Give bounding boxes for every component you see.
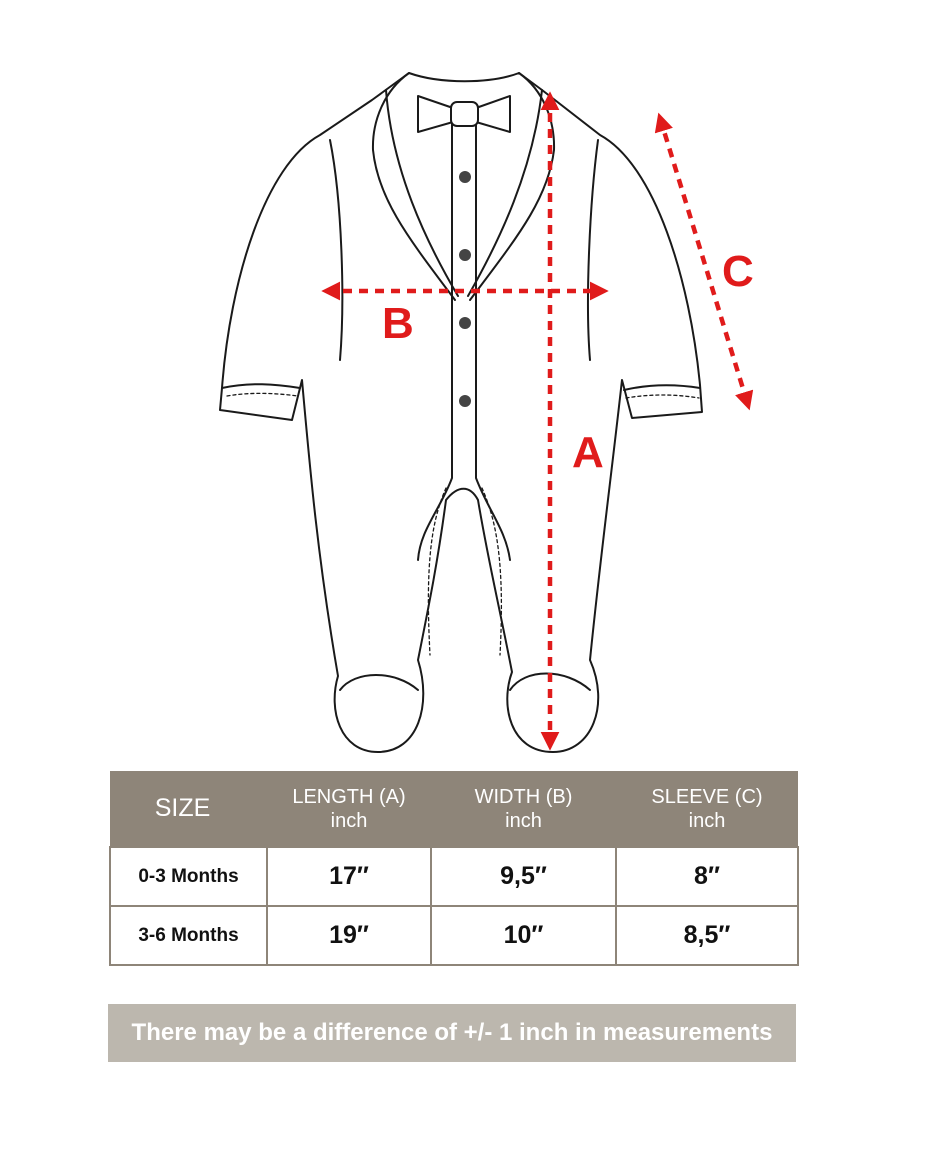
header-sleeve-unit: inch [688, 809, 726, 832]
header-width-unit: inch [505, 809, 542, 832]
header-sleeve-label: SLEEVE (C) [651, 785, 763, 808]
table-row [110, 906, 798, 965]
header-sleeve [616, 771, 798, 847]
size-chart-table [109, 771, 799, 966]
header-length-label: LENGTH (A) [292, 785, 406, 808]
width-cell: 9,5″ [431, 847, 616, 906]
measurement-note: There may be a difference of +/- 1 inch in measurements [108, 1004, 796, 1062]
table-row [110, 847, 798, 906]
measurement-arrows [327, 97, 748, 745]
header-size: SIZE [110, 771, 267, 847]
sleeve-cell: 8″ [616, 847, 798, 906]
label-b: B [382, 299, 414, 348]
size-cell: 3-6 Months [110, 906, 267, 965]
bow-tie-icon [418, 96, 510, 132]
header-length-unit: inch [330, 809, 368, 832]
length-cell: 19″ [267, 906, 431, 965]
header-length [267, 771, 431, 847]
size-cell: 0-3 Months [110, 847, 267, 906]
length-cell: 17″ [267, 847, 431, 906]
label-a: A [572, 428, 604, 477]
sleeve-cell: 8,5″ [616, 906, 798, 965]
width-cell: 10″ [431, 906, 616, 965]
header-width-label: WIDTH (B) [474, 785, 573, 808]
header-width [431, 771, 616, 847]
table-header-row [110, 771, 798, 847]
label-c: C [722, 247, 754, 296]
